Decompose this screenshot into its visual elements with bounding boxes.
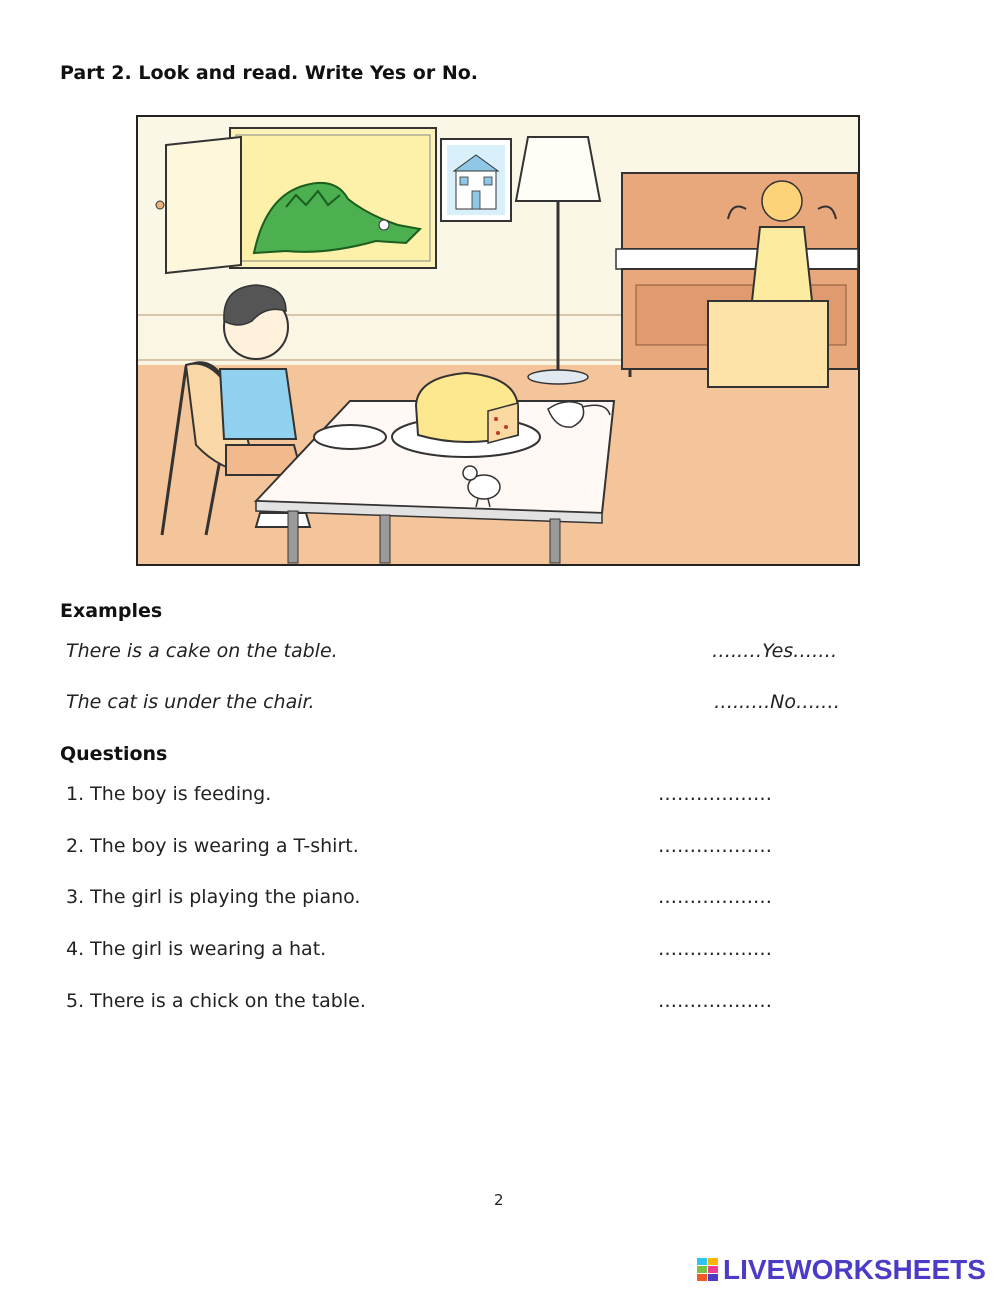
examples-heading: Examples	[60, 600, 163, 622]
page-number: 2	[494, 1191, 504, 1209]
question-3-text: 3. The girl is playing the piano.	[66, 886, 361, 908]
question-2-answer-field[interactable]: ………………	[658, 835, 772, 857]
plate-icon	[314, 425, 386, 449]
question-4-text: 4. The girl is wearing a hat.	[66, 938, 327, 960]
page-title: Part 2. Look and read. Write Yes or No.	[60, 62, 479, 84]
liveworksheets-logo[interactable]	[697, 1255, 993, 1285]
question-1-text: 1. The boy is feeding.	[66, 783, 272, 805]
house-picture-icon	[441, 139, 511, 221]
room-scene-illustration	[136, 115, 860, 566]
question-4-answer-field[interactable]: ………………	[658, 938, 772, 960]
question-1-answer-field[interactable]: ………………	[658, 783, 772, 805]
questions-heading: Questions	[60, 743, 168, 765]
question-5-text: 5. There is a chick on the table.	[66, 990, 366, 1012]
liveworksheets-logo-icon	[697, 1258, 719, 1282]
example-2-answer: …..….No….…	[714, 691, 840, 713]
liveworksheets-logo-text: LIVEWORKSHEETS	[723, 1254, 986, 1285]
question-3-answer-field[interactable]: ………………	[658, 886, 772, 908]
question-2-text: 2. The boy is wearing a T-shirt.	[66, 835, 359, 857]
example-1-answer: …..…Yes….…	[712, 640, 838, 662]
question-5-answer-field[interactable]: ………………	[658, 990, 772, 1012]
crocodile-cupboard-icon	[156, 128, 436, 273]
example-1-text: There is a cake on the table.	[66, 640, 338, 662]
example-2-text: The cat is under the chair.	[66, 691, 315, 713]
